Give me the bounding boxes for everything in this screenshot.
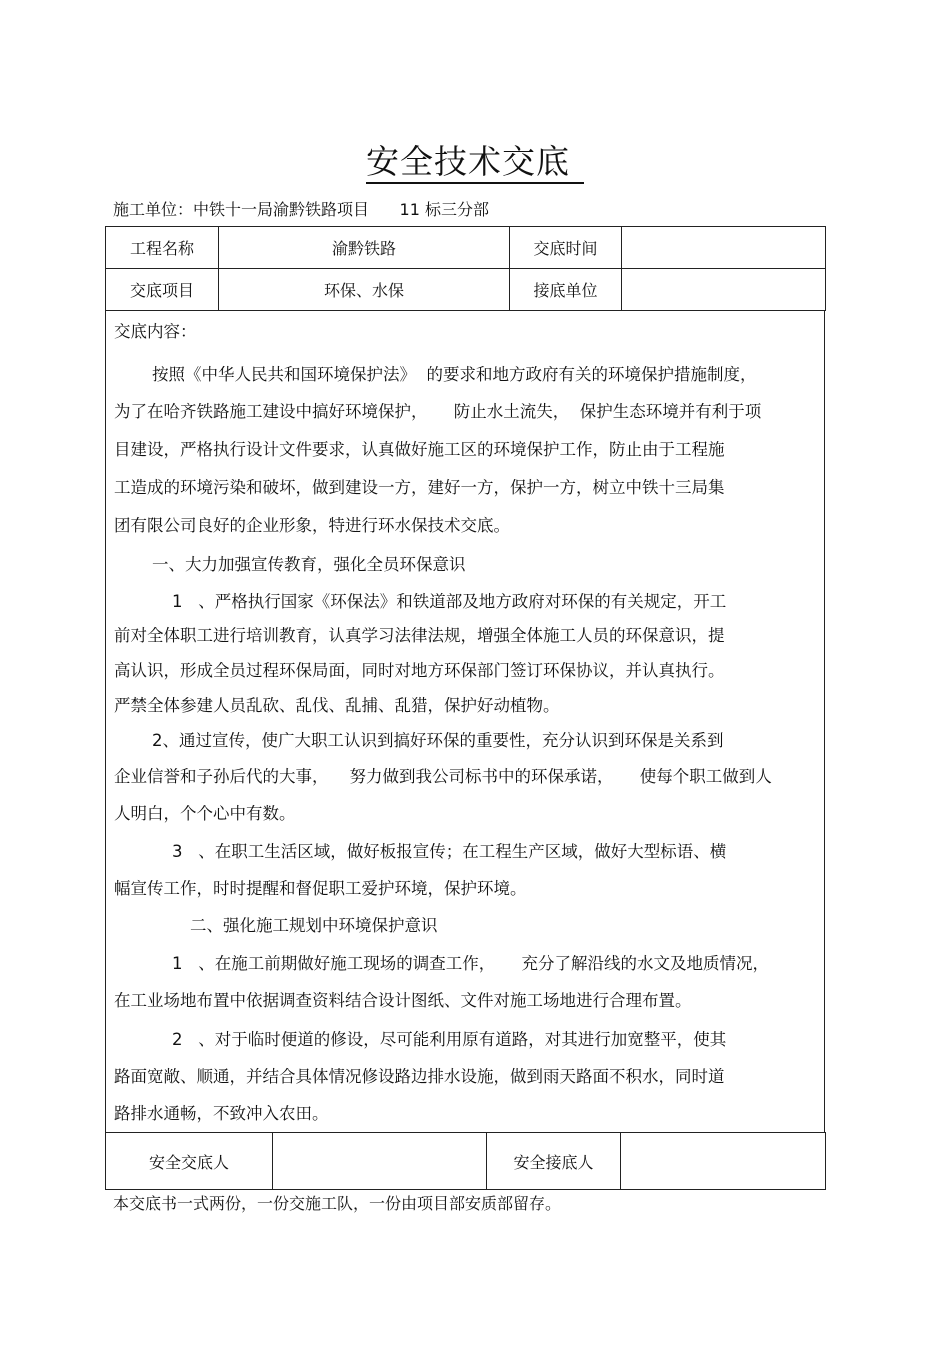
handover-time-label: 交底时间 — [510, 227, 622, 269]
footer-note: 本交底书一式两份，一份交施工队，一份由项目部安质部留存。 — [113, 1194, 562, 1213]
safety-receiver-label: 安全接底人 — [487, 1133, 621, 1190]
handover-content-section — [105, 310, 825, 1132]
safety-discloser-signature — [273, 1133, 487, 1190]
document-title — [0, 140, 950, 184]
content-line: 团有限公司良好的企业形象，特进行环水保技术交底。 — [114, 516, 510, 535]
project-name-value: 渝黔铁路 — [219, 227, 510, 269]
content-line: 1 、严格执行国家《环保法》和铁道部及地方政府对环保的有关规定，开工 — [172, 592, 727, 611]
content-line: 严禁全体参建人员乱砍、乱伐、乱捕、乱猎，保护好动植物。 — [114, 696, 560, 715]
content-line: 高认识，形成全员过程环保局面，同时对地方环保部门签订环保协议，并认真执行。 — [114, 661, 725, 680]
content-line: 路面宽敞、顺通，并结合具体情况修设路边排水设施，做到雨天路面不积水，同时道 — [114, 1067, 725, 1086]
project-name-label: 工程名称 — [106, 227, 219, 269]
signature-table — [105, 1132, 826, 1190]
header-table — [105, 226, 826, 311]
content-line: 人明白，个个心中有数。 — [114, 804, 296, 823]
section-heading-1: 一、大力加强宣传教育，强化全员环保意识 — [152, 555, 466, 574]
handover-item-value: 环保、水保 — [219, 269, 510, 311]
content-line: 3 、在职工生活区域，做好板报宣传；在工程生产区域，做好大型标语、横 — [172, 842, 727, 861]
content-line: 1 、在施工前期做好施工现场的调查工作， 充分了解沿线的水文及地质情况， — [172, 954, 769, 973]
content-line: 2 、对于临时便道的修设，尽可能利用原有道路，对其进行加宽整平，使其 — [172, 1030, 727, 1049]
content-line: 为了在哈齐铁路施工建设中搞好环境保护， 防止水土流失， 保护生态环境并有利于项 — [114, 402, 762, 421]
content-line: 前对全体职工进行培训教育，认真学习法律法规，增强全体施工人员的环保意识，提 — [114, 626, 725, 645]
construction-unit-line: 施工单位：中铁十一局渝黔铁路项目 11 标三分部 — [113, 200, 489, 219]
content-line: 路排水通畅，不致冲入农田。 — [114, 1104, 329, 1123]
header-row-1 — [106, 227, 826, 269]
content-heading: 交底内容： — [114, 322, 197, 341]
section-heading-2: 二、强化施工规划中环境保护意识 — [190, 916, 438, 935]
content-line: 按照《中华人民共和国环境保护法》 的要求和地方政府有关的环境保护措施制度， — [152, 365, 757, 384]
header-row-2 — [106, 269, 826, 311]
safety-receiver-signature — [621, 1133, 826, 1190]
receiving-unit-value — [622, 269, 826, 311]
handover-item-label: 交底项目 — [106, 269, 219, 311]
receiving-unit-label: 接底单位 — [510, 269, 622, 311]
content-line: 在工业场地布置中依据调查资料结合设计图纸、文件对施工场地进行合理布置。 — [114, 991, 692, 1010]
handover-time-value — [622, 227, 826, 269]
content-line: 工造成的环境污染和破坏，做到建设一方，建好一方，保护一方，树立中铁十三局集 — [114, 478, 725, 497]
content-line: 2、通过宣传，使广大职工认识到搞好环保的重要性，充分认识到环保是关系到 — [152, 731, 724, 750]
content-line: 企业信誉和子孙后代的大事， 努力做到我公司标书中的环保承诺， 使每个职工做到人 — [114, 767, 772, 786]
safety-discloser-label: 安全交底人 — [106, 1133, 273, 1190]
signature-row — [106, 1133, 826, 1190]
content-line: 幅宣传工作，时时提醒和督促职工爱护环境，保护环境。 — [114, 879, 527, 898]
document-title-text: 安全技术交底 — [366, 142, 584, 184]
content-line: 目建设，严格执行设计文件要求，认真做好施工区的环境保护工作，防止由于工程施 — [114, 440, 725, 459]
